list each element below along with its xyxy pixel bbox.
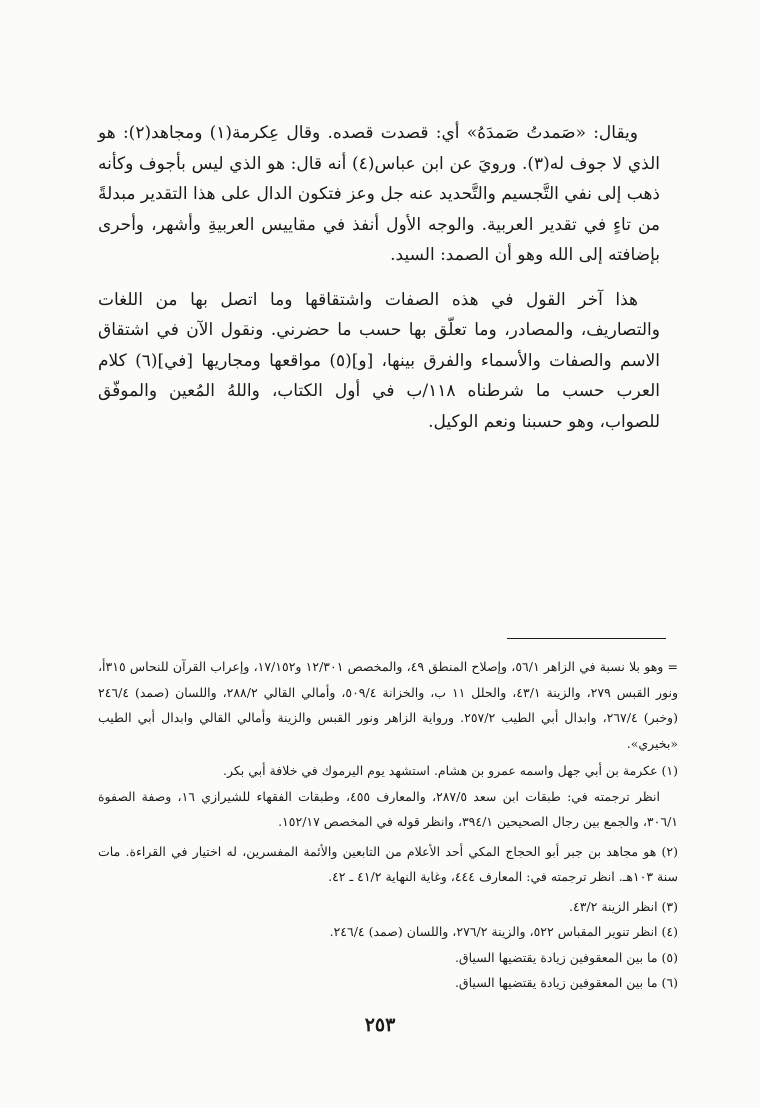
footnote-continuation: = وهو بلا نسبة في الزاهر ٥٦/١، وإصلاح المنطق ٤٩، والمخصص ١٢/٣٠١ و١٧/١٥٢، وإعراب القرآن للنحاس ٣١٥أ، ونور القبس ٢٧٩، والزينة ٤٣/١، والحلل ١١ ب، والخزانة ٥٠٩/٤، وأمالي القالي ٢٨٨/٢، واللسان (صمد) ٢٤٦/٤ (وخبر) ٢٦٧/٤، وابدال أبي الطيب ٢٥٧/٢. ورواية الزاهر ونور القبس والزينة وأمالي القالي وابدال أبي الطيب «بخيري».	[98, 659, 678, 751]
footnote-5: (٥) ما بين المعقوفين زيادة يقتضيها السياق.	[454, 949, 678, 965]
footnotes	[98, 654, 678, 996]
footnote-4: (٤) انظر تنوير المقباس ٥٢٢، والزينة ٢٧٦/٢، واللسان (صمد) ٢٤٦/٤.	[329, 924, 678, 939]
footnote-separator	[507, 638, 666, 639]
main-text	[98, 118, 660, 451]
page-number: ٢٥٣	[364, 1014, 396, 1036]
footnote-6: (٦) ما بين المعقوفين زيادة يقتضيها السياق.	[454, 975, 678, 990]
paragraph-1: ويقال: «صَمدتُ صَمدَهُ» أي: قصدت قصده. وقال عِكرمة(١) ومجاهد(٢): هو الذي لا جوف له(٣). ورويَ عن ابن عباس(٤) أنه قال: هو الذي ليس بأجوف وكأنه ذهب إلى نفي التَّجسيم والتَّحديد عنه جل وعز فتكون الدال على هذا التقدير مبدلةً من تاءٍ في تقدير العربية. والوجه الأول أنفذ في مقاييس العربيةِ وأشهر، وأحرى بإضافته إلى الله وهو أن الصمد: السيد.	[98, 123, 660, 265]
footnote-3: (٣) انظر الزينة ٤٣/٢.	[569, 898, 678, 914]
footnote-1: (١) عكرمة بن أبي جهل واسمه عمرو بن هشام. استشهد يوم اليرموك في خلافة أبي بكر.	[222, 763, 678, 778]
footnote-2: (٢) هو مجاهد بن جبر أبو الحجاج المكي أحد الأعلام من التابعين والأئمة المفسرين، له اختيار في القراءة. مات سنة ١٠٣هـ. انظر ترجمته في: المعارف ٤٤٤، وغاية النهاية ٤١/٢ ـ ٤٢.	[98, 843, 678, 884]
paragraph-2: هذا آخر القول في هذه الصفات واشتقاقها وما اتصل بها من اللغات والتصاريف، والمصادر، وما تعلّق بها حسب ما حضرني. ونقول الآن في اشتقاق الاسم والصفات والأسماء والفرق بينها، [و](٥) مواقعها ومجاريها [في](٦) كلام العرب حسب ما شرطناه ١١٨/ب في أول الكتاب، واللهُ المُعين والموفّق للصواب، وهو حسبنا ونعم الوكيل.	[98, 289, 660, 432]
footnote-1-biography: انظر ترجمته في: طبقات ابن سعد ٢٨٧/٥، والمعارف ٤٥٥، وطبقات الفقهاء للشيرازي ١٦، وصفة الصفوة ٣٠٦/١، والجمع بين رجال الصحيحين ٣٩٤/١، وانظر قوله في المخصص ١٥٢/١٧.	[98, 788, 678, 829]
